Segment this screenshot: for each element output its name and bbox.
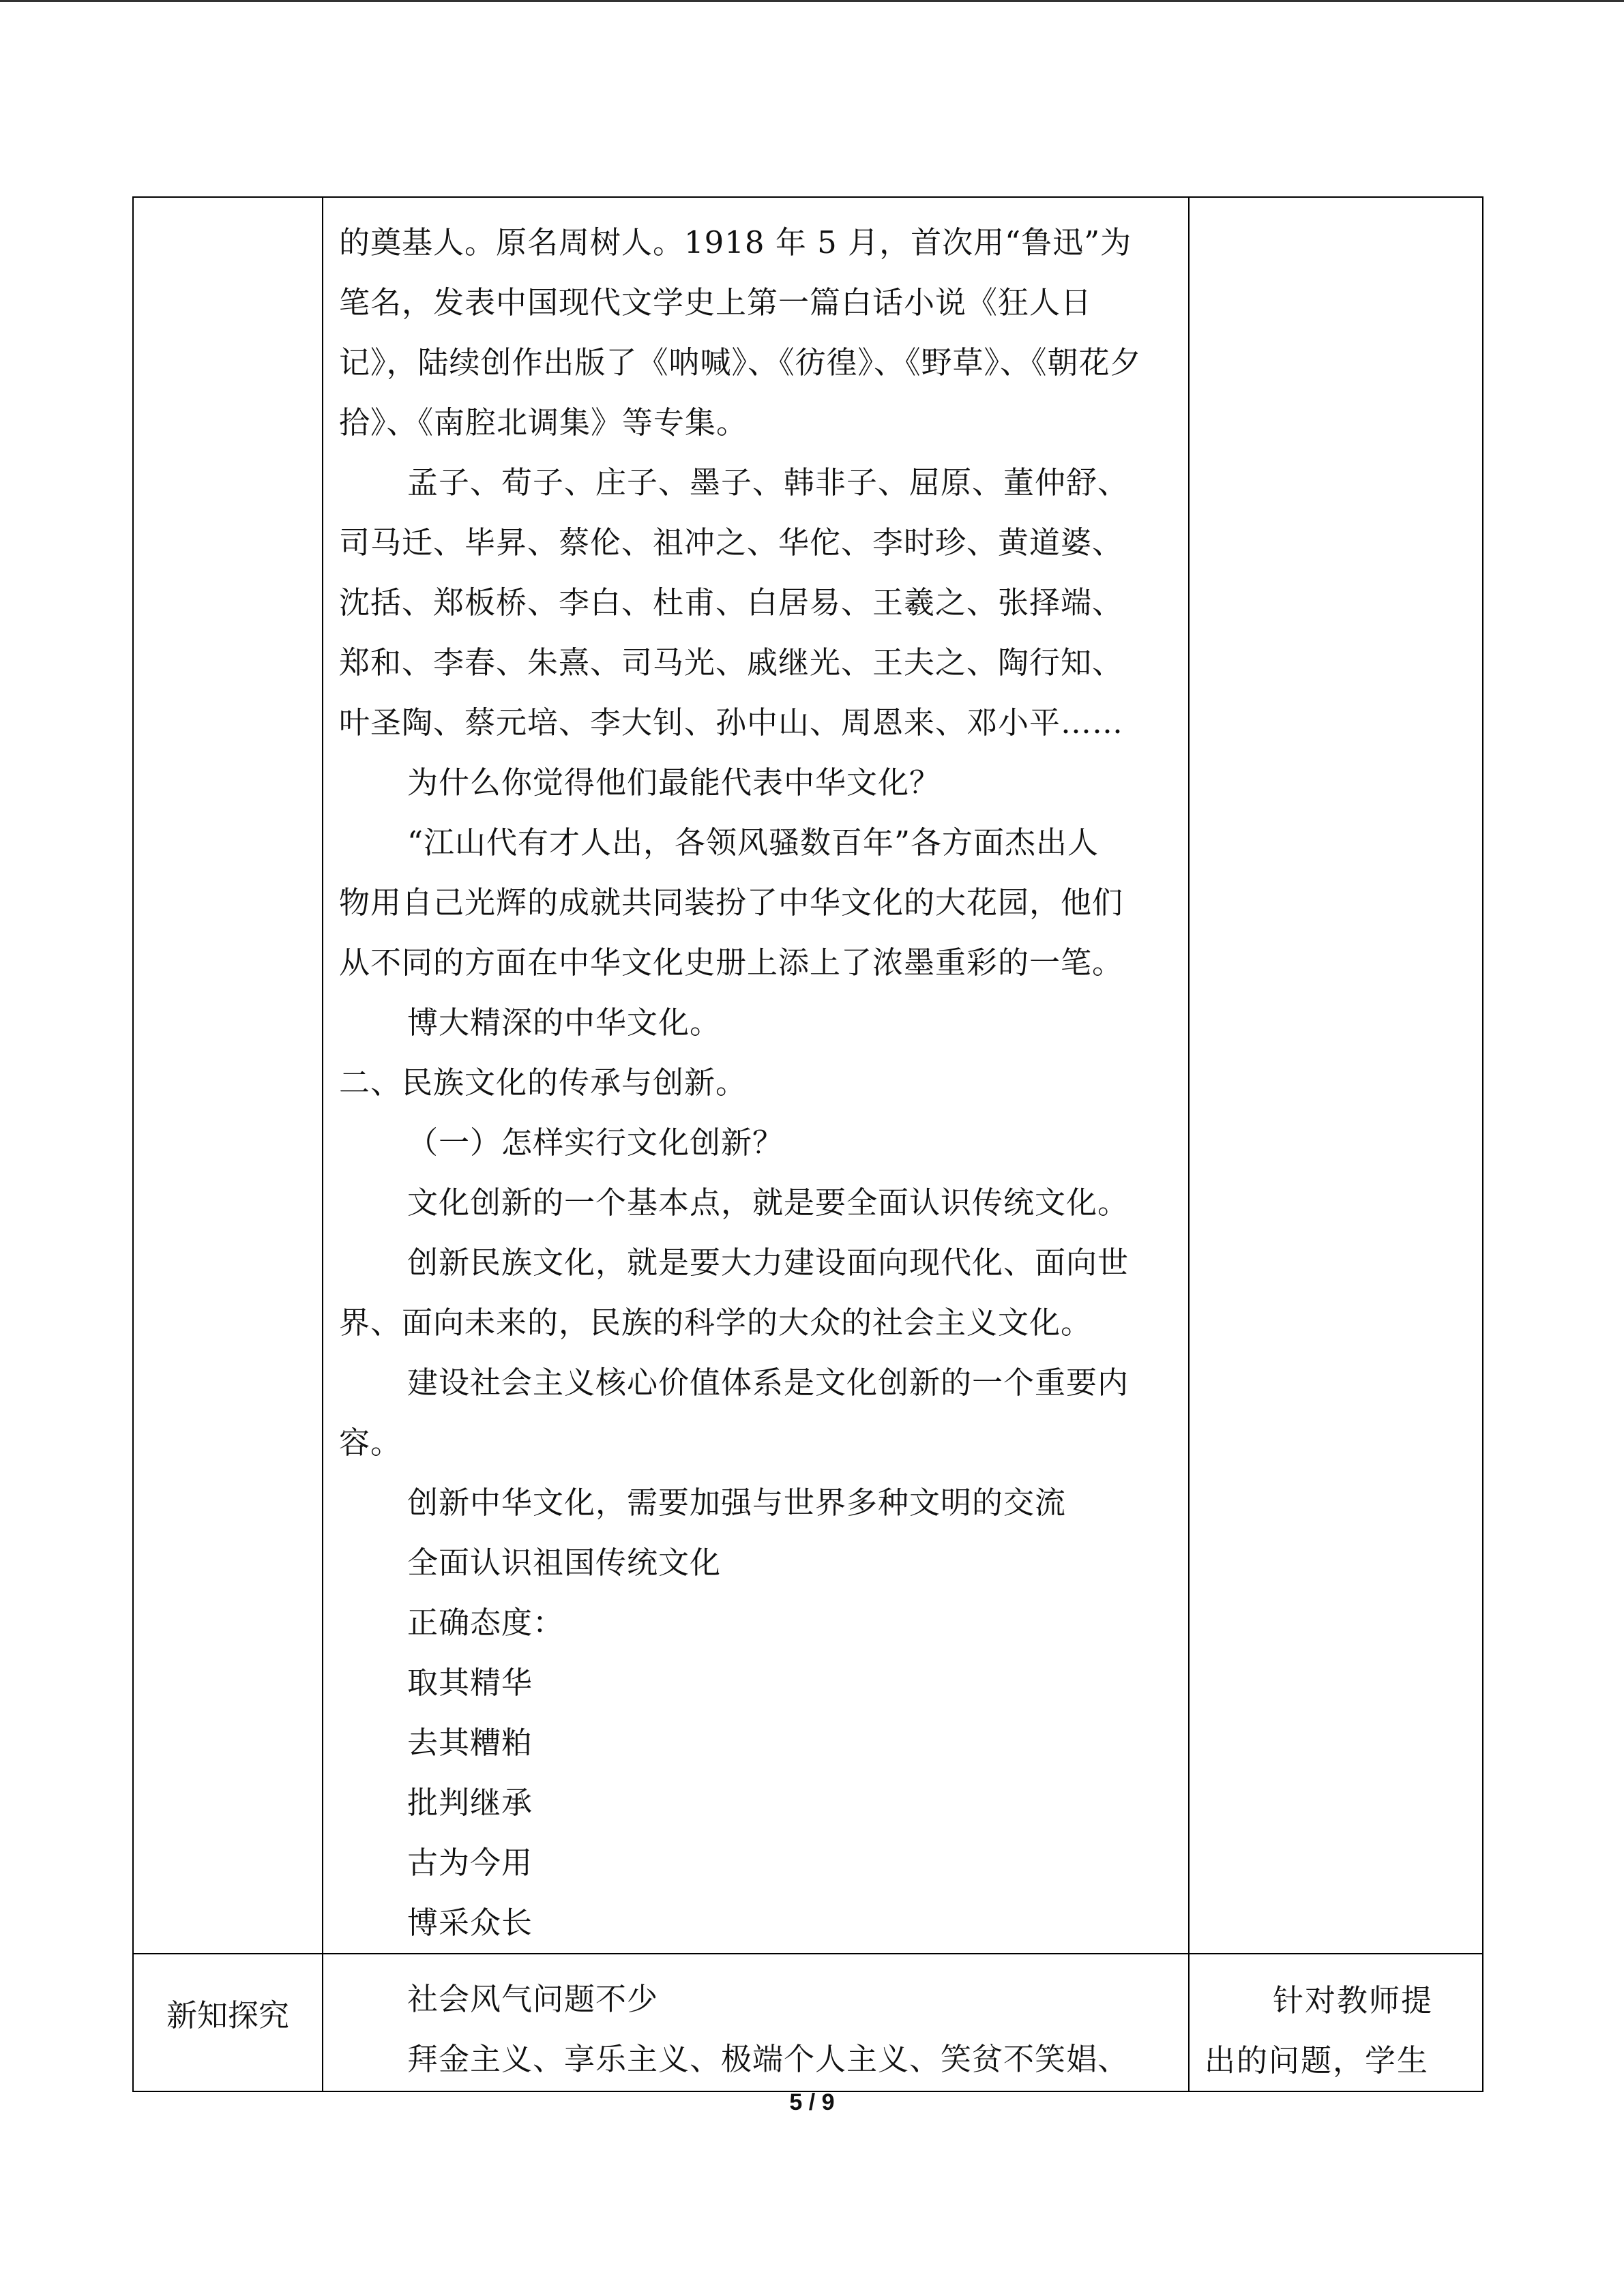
student-activity-text	[1190, 1954, 1482, 2091]
lesson-plan-table	[132, 196, 1483, 2092]
page-number: 5 / 9	[789, 2089, 835, 2115]
text-line: 沈括、郑板桥、李白、杜甫、白居易、王羲之、张择端、	[339, 584, 1124, 621]
text-line: 界、面向未来的，民族的科学的大众的社会主义文化。	[339, 1304, 1093, 1341]
text-line: （一）怎样实行文化创新？	[407, 1124, 784, 1161]
content-cell	[323, 1954, 1189, 2091]
student-activity-cell	[1189, 197, 1483, 1954]
text-line: 叶圣陶、蔡元培、李大钊、孙中山、周恩来、邓小平……	[339, 704, 1124, 741]
text-line: “江山代有才人出，各领风骚数百年”各方面杰出人	[407, 824, 1099, 861]
text-line: 创新民族文化，就是要大力建设面向现代化、面向世	[407, 1244, 1130, 1281]
text-line: 去其糟粕	[407, 1725, 533, 1761]
text-line: 出的问题，学生	[1205, 2042, 1430, 2078]
stage-label-cell	[133, 1954, 323, 2091]
text-line: 创新中华文化，需要加强与世界多种文明的交流	[407, 1485, 1067, 1521]
content-text	[323, 198, 1188, 1953]
text-line: 容。	[339, 1425, 402, 1461]
text-line: 郑和、李春、朱熹、司马光、戚继光、王夫之、陶行知、	[339, 644, 1124, 681]
text-line: 的奠基人。原名周树人。1918 年 5 月，首次用“鲁迅”为	[339, 224, 1132, 260]
text-line: 全面认识祖国传统文化	[407, 1545, 722, 1581]
table-row	[133, 1954, 1483, 2091]
text-line: 笔名，发表中国现代文学史上第一篇白话小说《狂人日	[339, 284, 1093, 320]
stage-label	[134, 198, 322, 229]
text-line: 正确态度：	[407, 1605, 565, 1641]
text-line: 针对教师提	[1273, 1982, 1434, 2018]
table-row	[133, 197, 1483, 1954]
text-line: 记》，陆续创作出版了《呐喊》、《彷徨》、《野草》、《朝花夕	[339, 344, 1142, 381]
text-line: 博大精深的中华文化。	[407, 1004, 722, 1041]
content-cell	[323, 197, 1189, 1954]
text-line: 物用自己光辉的成就共同装扮了中华文化的大花园，他们	[339, 884, 1124, 921]
text-line: 孟子、荀子、庄子、墨子、韩非子、屈原、董仲舒、	[407, 464, 1130, 501]
text-line: 批判继承	[407, 1785, 533, 1821]
text-line: 拜金主义、享乐主义、极端个人主义、笑贫不笑娼、	[407, 2041, 1130, 2077]
text-line: 二、民族文化的传承与创新。	[339, 1064, 748, 1101]
text-line: 社会风气问题不少	[407, 1981, 659, 2017]
text-line: 司马迁、毕昇、蔡伦、祖冲之、华佗、李时珍、黄道婆、	[339, 524, 1124, 561]
text-line: 拾》、《南腔北调集》等专集。	[339, 404, 748, 441]
student-activity-cell	[1189, 1954, 1483, 2091]
text-line: 建设社会主义核心价值体系是文化创新的一个重要内	[407, 1365, 1130, 1401]
text-line: 文化创新的一个基本点，就是要全面认识传统文化。	[407, 1184, 1130, 1221]
content-text	[323, 1954, 1188, 2089]
page-top-edge	[0, 0, 1624, 2]
text-line: 为什么你觉得他们最能代表中华文化？	[407, 764, 941, 801]
text-line: 古为今用	[407, 1845, 533, 1881]
text-line: 博采众长	[407, 1905, 533, 1941]
text-line: 从不同的方面在中华文化史册上添上了浓墨重彩的一笔。	[339, 944, 1124, 981]
stage-label-cell	[133, 197, 323, 1954]
stage-label: 新知探究	[166, 1997, 289, 2033]
text-line: 取其精华	[407, 1665, 533, 1701]
